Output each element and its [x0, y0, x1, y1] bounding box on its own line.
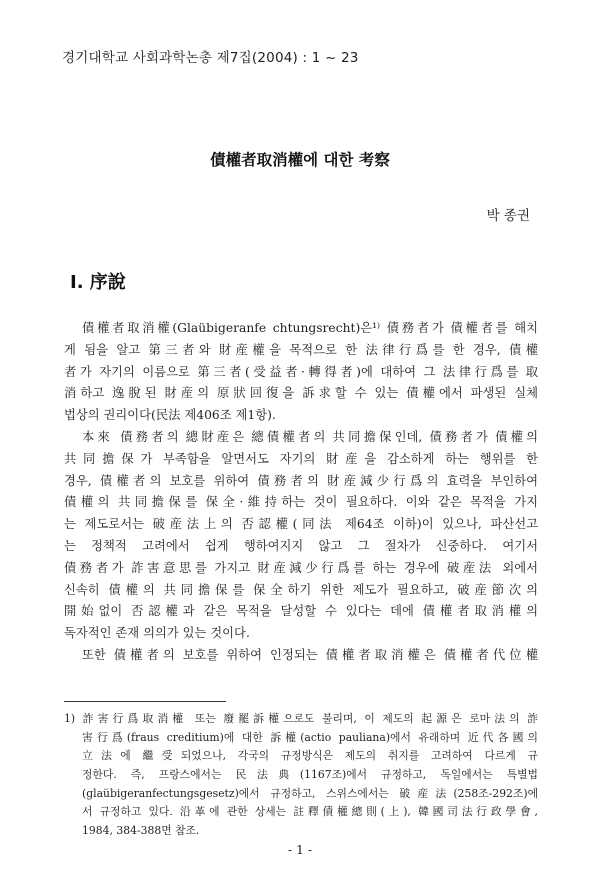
footnote-divider — [64, 701, 226, 702]
body-line: 本來 債務者의 總財産은 總債權者의 共同擔保인데, 債務者가 債權의 — [82, 429, 538, 444]
journal-header: 경기대학교 사회과학논총 제7집(2004) : 1 ~ 23 — [62, 50, 359, 66]
body-line: 게 됨을 알고 第三者와 財産權을 목적으로 한 法律行爲를 한 경우, 債權 — [64, 342, 538, 357]
body-text — [64, 318, 538, 667]
footnote-line: 立法에 繼受되었으나, 각국의 규정방식은 제도의 취지를 고려하여 다르게 규 — [82, 749, 538, 763]
footnotes — [64, 710, 538, 841]
body-line: 債務者가 詐害意思를 가지고 財産減少行爲를 하는 경우에 破産法 외에서 — [64, 560, 538, 575]
footnote-line: 1) 詐害行爲取消權 또는 廢罷訴權으로도 불리며, 이 제도의 起源은 로마法의 詐 — [64, 712, 538, 725]
body-line: 신속히 債權의 共同擔保를 保全하기 위한 제도가 필요하고, 破産節次의 — [64, 582, 538, 597]
author-name: 박 종권 — [486, 208, 530, 224]
body-line: 는 정책적 고려에서 쉽게 행하여지지 않고 그 절차가 신중하다. 여기서 — [64, 538, 538, 553]
body-line: 법상의 권리이다(民法 제406조 제1항). — [64, 408, 276, 423]
body-line: 債權者取消權(Glaübigeranfe chtungsrecht)은¹⁾ 債務者가 債權者를 해치 — [82, 321, 538, 335]
article-title: 債權者取消權에 대한 考察 — [210, 151, 390, 169]
body-line: 는 제도로서는 破産法上의 否認權(同法 제64조 이하)이 있으나, 파산선고 — [64, 517, 538, 532]
body-line: 開始없이 否認權과 같은 목적을 달성할 수 있다는 데에 債權者取消權의 — [64, 604, 538, 619]
body-line: 독자적인 존재 의의가 있는 것이다. — [64, 626, 250, 641]
body-line: 共同擔保가 부족함을 알면서도 자기의 財産을 감소하게 하는 행위를 한 — [64, 451, 538, 466]
body-line: 債權의 共同擔保를 保全·維持하는 것이 필요하다. 이와 같은 목적을 가지 — [64, 495, 538, 510]
body-line: 者가 자기의 이름으로 第三者(受益者·轉得者)에 대하여 그 法律行爲를 取 — [64, 364, 538, 379]
section-heading: Ⅰ. 序說 — [70, 272, 126, 293]
body-line: 消하고 逸脫된 財産의 原狀回復을 訴求할 수 있는 債權에서 파생된 실체 — [64, 386, 538, 401]
footnote-line: 서 규정하고 있다. 沿革에 관한 상세는 註釋債權總則(上), 韓國司法行政學會, — [82, 805, 538, 819]
page-number: - 1 - — [287, 842, 313, 857]
body-line: 또한 債權者의 보호를 위하여 인정되는 債權者取消權은 債權者代位權 — [82, 647, 538, 662]
footnote-line: 정한다. 즉, 프랑스에서는 民法典(1167조)에서 규정하고, 독일에서는 특별법 — [82, 768, 538, 782]
footnote-line: (glaübigeranfectungsgesetz)에서 규정하고, 스위스에서는 破産法(258조-292조)에 — [82, 786, 538, 800]
footnote-line: 1984, 384-388면 참조. — [82, 824, 200, 838]
footnote-line: 害行爲(fraus creditium)에 대한 訴權(actio pauliana)에서 유래하며 近代各國의 — [82, 730, 538, 744]
body-line: 경우, 債權者의 보호를 위하여 債務者의 財産減少行爲의 효력을 부인하여 — [64, 473, 538, 488]
